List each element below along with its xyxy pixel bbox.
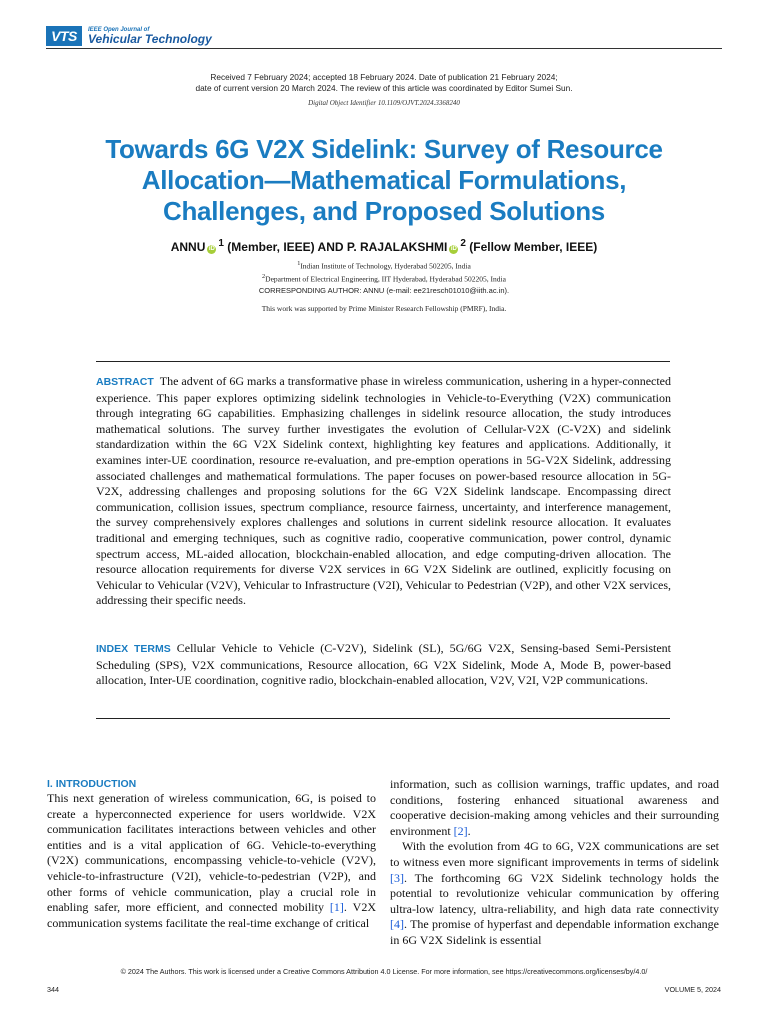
title-line2: Allocation—Mathematical Formulations, xyxy=(141,165,627,195)
funding-note: This work was supported by Prime Minister Research Fellowship (PMRF), India. xyxy=(261,304,507,313)
abstract-top-rule xyxy=(96,361,670,362)
authors xyxy=(60,238,708,254)
title-line1: Towards 6G V2X Sidelink: Survey of Resource xyxy=(105,134,663,164)
citation-link[interactable]: [3] xyxy=(390,870,404,885)
index-terms-text: Cellular Vehicle to Vehicle (C-V2V), Sidelink (SL), 5G/6G V2X, Sensing-based Semi-Persistent Scheduling (SPS), V2X communications, Resource allocation, 6G V2X Sidelink, Mode A, Mode B, power-based allocation, Inter-UE coordination, cognitive radio, blockchain-enabled allocation, V2V, V2I, V2P communications. xyxy=(96,641,671,688)
citation-link[interactable]: [4] xyxy=(390,917,404,932)
section-heading-introduction: I. INTRODUCTION xyxy=(47,778,137,790)
abstract-bottom-rule xyxy=(96,718,670,719)
journal-header xyxy=(46,24,212,48)
author-1-role: (Member, IEEE) AND P. RAJALAKSHMI xyxy=(227,240,448,254)
author-1: ANNU xyxy=(170,240,206,254)
right-column xyxy=(390,777,719,949)
paragraph-text: This next generation of wireless communication, 6G, is poised to create a hyperconnected experience for users worldwide. V2X communication facilitates interactions between vehicles and other entities and is a vital application of 6G. Vehicle-to-everything (V2X) communications, encompassing vehicle-to-vehicle (V2V), vehicle-to-infrastructure (V2I), vehicle-to-pedestrian (V2P), and other forms of vehicle communication, play a crucial role in enabling safer, more efficient, and connected mobility xyxy=(47,791,376,915)
intro-paragraph-1-cont xyxy=(390,777,719,839)
author-1-sup: 1 xyxy=(218,238,224,249)
publication-dates xyxy=(100,72,668,94)
affiliation-2: Department of Electrical Engineering, IIT Hyderabad, Hyderabad 502205, India xyxy=(265,274,506,283)
corresponding-author: CORRESPONDING AUTHOR: ANNU (e-mail: ee21resch01010@iith.ac.in). xyxy=(258,286,510,295)
orcid-icon[interactable]: iD xyxy=(450,246,457,252)
paragraph-text: . xyxy=(467,823,471,838)
citation-link[interactable]: [2] xyxy=(453,823,468,838)
intro-paragraph-1 xyxy=(47,791,376,931)
header-rule xyxy=(46,48,722,49)
abstract-label: ABSTRACT xyxy=(96,376,154,388)
abstract xyxy=(96,374,671,609)
orcid-icon[interactable]: iD xyxy=(208,246,215,252)
paragraph-text: With the evolution from 4G to 6G, V2X communications are set to witness even more significant improvements in terms of sidelink xyxy=(390,839,719,869)
title-line3: Challenges, and Proposed Solutions xyxy=(163,196,605,226)
aff1-sup: 1 xyxy=(297,260,301,267)
dates-line1: Received 7 February 2024; accepted 18 February 2024. Date of publication 21 February 2024; xyxy=(210,72,558,82)
index-terms xyxy=(96,641,671,689)
journal-title-line2: Vehicular Technology xyxy=(88,32,212,46)
paper-title xyxy=(40,134,728,227)
left-column xyxy=(47,777,376,931)
affiliations xyxy=(100,259,668,284)
dates-line2: date of current version 20 March 2024. The review of this article was coordinated by Editor Sumei Sun. xyxy=(195,83,573,93)
affiliation-1: Indian Institute of Technology, Hyderabad 502205, India xyxy=(300,261,471,271)
paragraph-text: . The promise of hyperfast and dependable information exchange in 6G V2X Sidelink is essential xyxy=(390,917,719,947)
author-2-role: (Fellow Member, IEEE) xyxy=(469,240,598,254)
journal-title xyxy=(88,27,212,45)
citation-link[interactable]: [1] xyxy=(329,900,344,915)
paragraph-text: information, such as collision warnings, traffic updates, and road conditions, fostering enhanced situational awareness and cooperative decision-making among vehicles and their surrounding environment xyxy=(390,777,719,838)
doi[interactable]: Digital Object Identifier 10.1109/OJVT.2024.3368240 xyxy=(308,99,460,107)
aff2-sup: 2 xyxy=(262,272,266,280)
page-number: 344 xyxy=(47,985,59,994)
journal-title-line1: IEEE Open Journal of xyxy=(88,27,150,33)
paragraph-text: . V2X communication systems facilitate the real-time exchange of critical xyxy=(47,900,376,930)
volume-info: VOLUME 5, 2024 xyxy=(664,985,721,994)
license-footer: © 2024 The Authors. This work is licensed under a Creative Commons Attribution 4.0 License. For more information, see https://creativecommons.org/licenses/by/4.0/ xyxy=(120,967,648,976)
index-terms-label: INDEX TERMS xyxy=(96,643,171,655)
paragraph-text: . The forthcoming 6G V2X Sidelink technology holds the potential to revolutionize vehicular communication by offering ultra-low latency, ultra-reliability, and high data rate connectivity xyxy=(390,870,719,916)
vts-logo: VTS xyxy=(46,26,82,46)
abstract-text: The advent of 6G marks a transformative phase in wireless communication, ushering in a hyper-connected experience. This paper explores optimizing sidelink technologies in Vehicle-to-Everything (V2X) communication through integrating 6G capabilities. Emphasizing challenges in sidelink resource allocation, the study introduces mathematical solutions. The survey further investigates the evolution of Cellular-V2X (C-V2X) and sidelink standardization within the 6G V2X Sidelink context, highlighting key features and applications. Additionally, it examines inter-UE coordination, resource re-evaluation, and pre-emption operations in 5G-V2X Sidelink, addressing associated challenges and mathematical formulations. The paper focuses on power-based resource allocation in 5G-V2X, addressing challenges and proposing solutions for the 6G V2X Sidelink landscape. Encompassing direct communication, collision issues, spectrum compliance, resource fairness, uncertainty, and interference management, the survey comprehensively explores challenges and solutions in current sidelink resource allocation. It evaluates traditional and emerging techniques, such as cognitive radio, cooperative communication, power control, dynamic spectrum access, ML-aided allocation, blockchain-enabled allocation, and edge computing-driven allocation. The resource allocation requirements for diverse V2X services in 6G V2X Sidelink are outlined, explicitly focusing on Vehicular to Vehicular (V2V), Vehicular to Infrastructure (V2I), Vehicular to Pedestrian (V2P), and other V2X services, addressing their specific needs. xyxy=(96,374,672,608)
author-2-sup: 2 xyxy=(460,238,466,249)
intro-paragraph-2 xyxy=(390,839,719,948)
